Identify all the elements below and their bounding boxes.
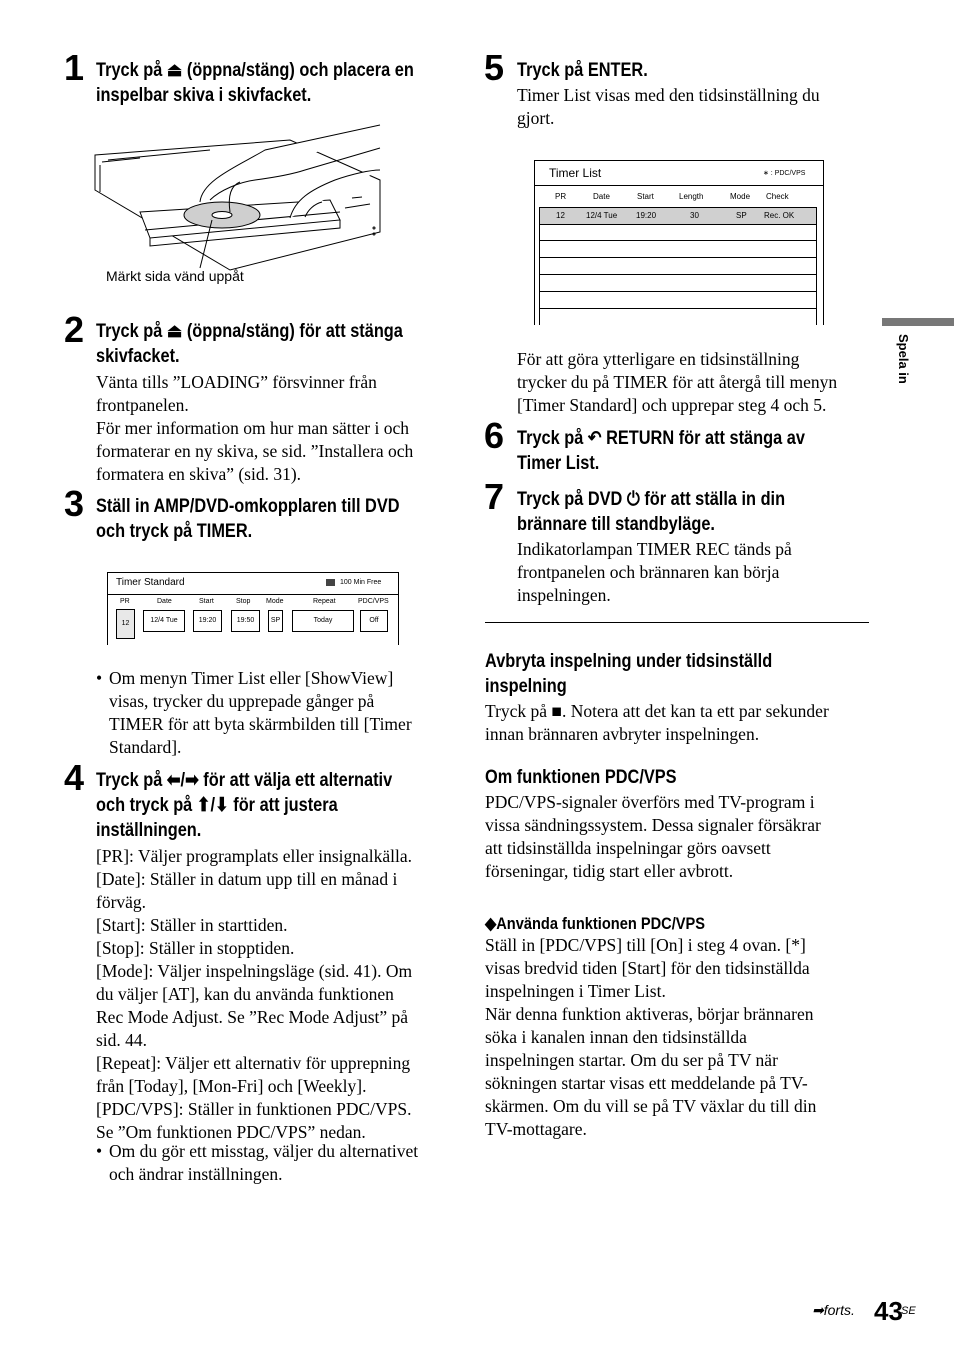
screen-title: Timer Standard xyxy=(116,577,185,588)
disc-icon xyxy=(326,579,335,586)
step-number: 5 xyxy=(484,47,505,88)
step1-heading: Tryck på ⏏ (öppna/stäng) och placera en inspelbar skiva i skivfacket. xyxy=(96,60,414,106)
col-length: Length xyxy=(679,192,704,201)
row-length: 30 xyxy=(690,211,699,220)
mode-field[interactable]: SP xyxy=(268,610,283,632)
step6-heading: Tryck på ↶ RETURN för att stänga av Timer List. xyxy=(517,428,805,474)
step2-body: Vänta tills ”LOADING” försvinner från frontpanelen. För mer information om hur man sätter i och formaterar en ny skiva, se sid. ”Installera och formatera en skiva” (sid. 31). xyxy=(96,372,414,484)
row-start: 19:20 xyxy=(636,211,657,220)
col-check: Check xyxy=(766,192,789,201)
cancel-heading: Avbryta inspelning under tidsinställd inspelning xyxy=(485,651,773,697)
col-date: Date xyxy=(593,192,610,201)
timer-list-screen xyxy=(534,160,824,325)
step7-body: Indikatorlampan TIMER REC tänds på frontpanelen och brännaren kan börja inspelningen. xyxy=(517,539,792,605)
step7-heading: Tryck på DVD ⏻ för att ställa in din brännare till standbyläge. xyxy=(517,489,786,535)
step-number: 3 xyxy=(64,483,85,524)
row-check: Rec. OK xyxy=(764,211,795,220)
step4-body: [PR]: Väljer programplats eller insignalkälla. [Date]: Ställer in datum upp till en månad i förväg. [Start]: Ställer in starttiden. [Stop]: Ställer in stopptiden. [Mode]: Väljer inspelningsläge (sid. 41). Om du väljer [AT], kan du använda funktionen Rec Mode Adjust. Se ”Rec Mode Adjust” på sid. 44. [Repeat]: Väljer ett alternativ för upprepning från [Today], [Mon-Fri] och [Weekly]. [PDC/VPS]: Ställer in funktionen PDC/VPS. Se ”Om funktionen PDC/VPS” nedan. xyxy=(96,846,413,1142)
free-space: 100 Min Free xyxy=(340,579,382,586)
pdc-body: PDC/VPS-signaler överförs med TV-program i vissa sändningssystem. Dessa signaler försäkrar att tidsinställda inspelningar görs oavsett förseningar, tidig start eller avbrott. xyxy=(485,792,821,881)
step2-heading: Tryck på ⏏ (öppna/stäng) för att stänga skivfacket. xyxy=(96,321,403,367)
use-pdc-body: Ställ in [PDC/VPS] till [On] i steg 4 ovan. [*] visas bredvid tiden [Start] för den tidsinställda inspelningen i Timer List. När denna funktion aktiveras, börjar brännaren söka i kanalen innan den tidsinställda inspelningen startar. Om du ser på TV när sökningen startar visas ett meddelande på TV- skärmen. Om du vill se på TV växlar du till din TV-mottagare. xyxy=(485,935,817,1139)
side-tab-bar xyxy=(882,318,954,326)
pdcvps-field[interactable]: Off xyxy=(360,610,388,632)
step-number: 2 xyxy=(64,309,85,350)
row-mode: SP xyxy=(736,211,747,220)
step-number: 4 xyxy=(64,757,85,798)
page-number: 43 xyxy=(874,1296,903,1326)
timer-list-empty-rows xyxy=(539,224,817,325)
pr-field[interactable]: 12 xyxy=(116,609,135,639)
step4-bullet: • Om du gör ett misstag, väljer du alternativet och ändrar inställningen. xyxy=(96,1141,419,1184)
row-date: 12/4 Tue xyxy=(586,211,618,220)
col-stop: Stop xyxy=(236,598,251,605)
disc-tray-illustration xyxy=(90,120,390,280)
page-suffix: SE xyxy=(901,1305,916,1317)
screen-title: Timer List xyxy=(549,166,602,180)
side-tab-label: Spela in xyxy=(896,334,911,384)
row-pr: 12 xyxy=(556,211,565,220)
col-mode: Mode xyxy=(266,598,284,605)
col-pr: PR xyxy=(555,192,567,201)
illustration-caption: Märkt sida vänd uppåt xyxy=(106,268,244,284)
col-date: Date xyxy=(157,598,172,605)
col-repeat: Repeat xyxy=(313,598,336,605)
date-field[interactable]: 12/4 Tue xyxy=(143,610,185,632)
col-mode: Mode xyxy=(730,192,751,201)
step5-heading: Tryck på ENTER. xyxy=(517,60,648,81)
step3-heading: Ställ in AMP/DVD-omkopplaren till DVD och tryck på TIMER. xyxy=(96,496,400,542)
start-field[interactable]: 19:20 xyxy=(193,610,222,632)
step5-after: För att göra ytterligare en tidsinställning trycker du på TIMER för att återgå till menyn [Timer Standard] och upprepar steg 4 och 5. xyxy=(517,349,838,415)
step-number: 7 xyxy=(484,476,505,517)
continued-label: ➡forts. xyxy=(812,1302,855,1318)
step4-heading: Tryck på ⬅/➡ för att välja ett alternativ och tryck på ⬆/⬇ för att justera inställningen. xyxy=(96,770,393,841)
step-number: 1 xyxy=(64,47,85,88)
repeat-field[interactable]: Today xyxy=(292,610,354,632)
timer-standard-screen xyxy=(107,572,399,645)
col-start: Start xyxy=(199,598,214,605)
col-pr: PR xyxy=(120,598,130,605)
col-pdcvps: PDC/VPS xyxy=(358,598,389,605)
col-start: Start xyxy=(637,192,654,201)
stop-field[interactable]: 19:50 xyxy=(231,610,260,632)
step-number: 6 xyxy=(484,415,505,456)
pdc-heading: Om funktionen PDC/VPS xyxy=(485,767,677,788)
step3-bullet: • Om menyn Timer List eller [ShowView] visas, trycker du upprepade gånger på TIMER för att byta skärmbilden till [Timer Standard]. xyxy=(96,668,412,757)
pdc-legend: ∗ : PDC/VPS xyxy=(763,170,806,177)
step5-body: Timer List visas med den tidsinställning du gjort. xyxy=(517,85,820,128)
cancel-body: Tryck på ■. Notera att det kan ta ett par sekunder innan brännaren avbryter inspelningen. xyxy=(485,701,829,744)
section-divider xyxy=(485,622,869,623)
use-pdc-heading: ◆Använda funktionen PDC/VPS xyxy=(485,914,706,933)
timer-list-row-selected[interactable] xyxy=(539,207,817,225)
